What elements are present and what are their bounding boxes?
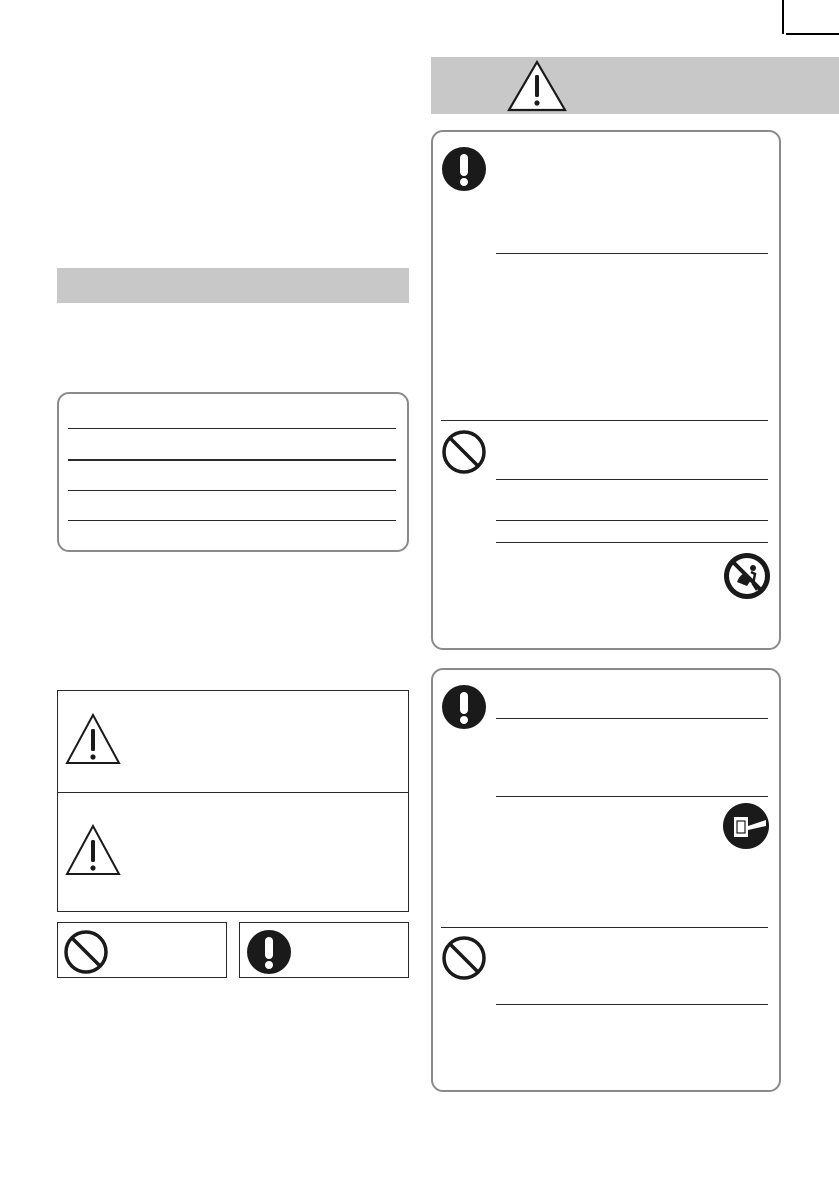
item-rule [496,520,768,521]
table-rule [68,490,396,491]
warning-triangle-icon [506,60,568,112]
warning-box-2 [431,668,781,1092]
warning-triangle-icon [64,712,122,766]
item-rule [496,796,768,797]
no-disassembly-icon [723,552,771,600]
crop-mark-horizontal [786,33,839,35]
exclamation-circle-icon [245,928,293,976]
section-rule [441,420,768,421]
caution-triangle-icon [64,823,122,877]
exclamation-circle-icon [440,145,488,193]
prohibition-circle-icon [440,934,488,982]
table-rule [68,428,396,429]
item-rule [496,479,768,480]
info-table-box [57,392,409,552]
crop-mark-vertical [782,0,784,34]
prohibition-circle-icon [440,428,488,476]
section-header-bar [57,268,409,303]
item-rule [496,542,768,543]
item-rule [496,1004,768,1005]
table-rule [68,459,396,461]
table-rule [68,520,396,521]
item-rule [496,718,768,719]
warning-header-bar [431,57,839,114]
exclamation-circle-icon [440,683,488,731]
item-rule [496,253,768,254]
unplug-icon [722,802,770,850]
prohibition-circle-icon [62,928,110,976]
section-rule [441,927,768,928]
legend-divider [57,792,409,793]
